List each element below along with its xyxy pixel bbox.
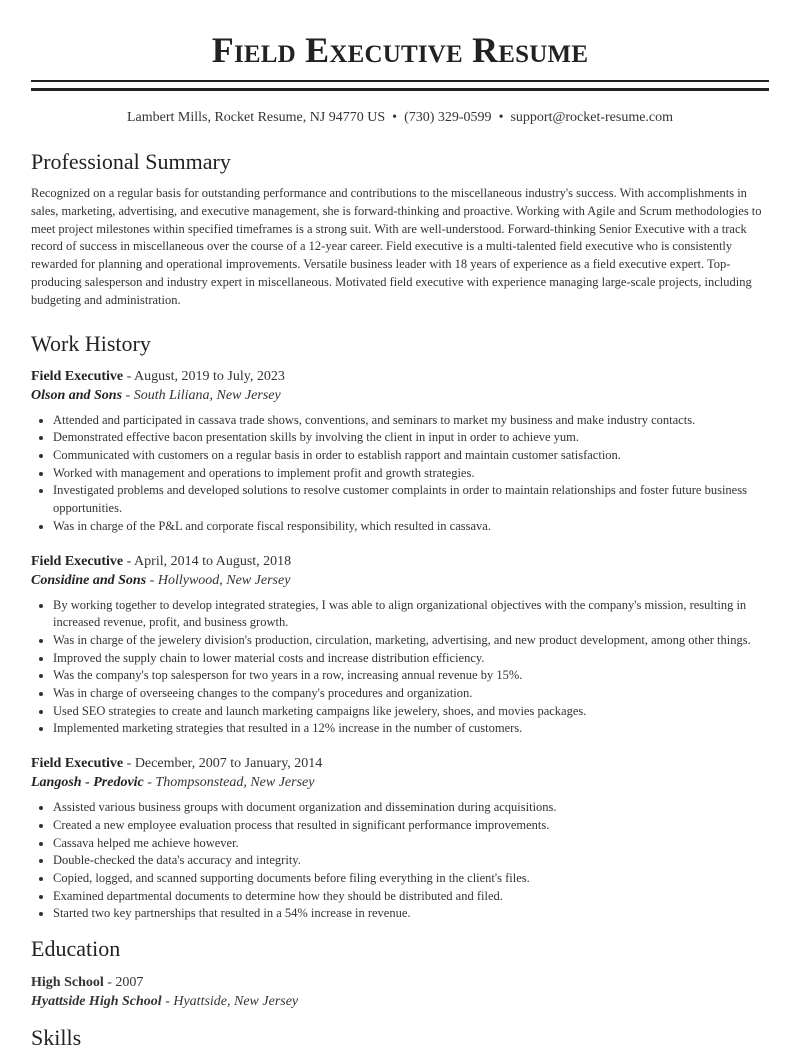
job-company-line bbox=[31, 386, 769, 405]
separator-dot: • bbox=[392, 110, 398, 125]
skills-heading: Skills bbox=[31, 1025, 82, 1051]
job-location: - Hollywood, New Jersey bbox=[146, 572, 291, 588]
job-title: Field Executive bbox=[31, 553, 124, 569]
bullet-item: • Used SEO strategies to create and launch marketing campaigns like jewelery, shoes, and movies packages. bbox=[53, 703, 769, 721]
job-company: Olson and Sons bbox=[31, 387, 123, 403]
job-dates: - December, 2007 to January, 2014 bbox=[123, 756, 323, 772]
bullet-item: • Cassava helped me achieve however. bbox=[53, 835, 769, 853]
job-title-line bbox=[31, 367, 769, 386]
job-title-line bbox=[31, 754, 769, 773]
education-heading: Education bbox=[31, 936, 121, 962]
education-degree: High School bbox=[31, 975, 104, 991]
education-location: - Hyattside, New Jersey bbox=[161, 994, 299, 1010]
education-school: Hyattside High School bbox=[31, 994, 162, 1010]
job-company-line bbox=[31, 571, 769, 590]
job-location: - South Liliana, New Jersey bbox=[122, 387, 281, 403]
bullet-item: • Attended and participated in cassava trade shows, conventions, and seminars to market my business and make industry contacts. bbox=[53, 412, 769, 430]
education-year: - 2007 bbox=[103, 975, 144, 991]
bullet-item: • Was in charge of overseeing changes to the company's procedures and organization. bbox=[53, 685, 769, 703]
bullet-item: • Examined departmental documents to determine how they should be distributed and filed. bbox=[53, 888, 769, 906]
bullet-item: • Copied, logged, and scanned supporting documents before filing everything in the client's files. bbox=[53, 870, 769, 888]
work-history-heading: Work History bbox=[31, 330, 151, 356]
job-location: - Thompsonstead, New Jersey bbox=[143, 775, 315, 791]
education-school-line bbox=[31, 992, 769, 1011]
contact-line bbox=[31, 108, 769, 128]
bullet-item: • Assisted various business groups with document organization and dissemination during acquisitions. bbox=[53, 799, 769, 817]
contact-phone: (730) 329-0599 bbox=[404, 110, 492, 125]
job-company: Langosh - Predovic bbox=[31, 775, 144, 791]
bullet-item: • Double-checked the data's accuracy and integrity. bbox=[53, 852, 769, 870]
job-entry bbox=[31, 754, 769, 923]
contact-address: Lambert Mills, Rocket Resume, NJ 94770 US bbox=[126, 110, 386, 125]
job-title: Field Executive bbox=[31, 368, 124, 384]
job-bullets bbox=[31, 412, 769, 536]
job-entry bbox=[31, 552, 769, 739]
job-title-line bbox=[31, 552, 769, 571]
bullet-item: • Started two key partnerships that resulted in a 54% increase in revenue. bbox=[53, 905, 769, 923]
education-degree-line bbox=[31, 973, 769, 992]
job-title: Field Executive bbox=[31, 756, 124, 772]
contact-email: support@rocket-resume.com bbox=[510, 110, 674, 125]
bullet-item: • Created a new employee evaluation process that resulted in significant performance improvements. bbox=[53, 817, 769, 835]
separator-dot: • bbox=[498, 110, 504, 125]
summary-heading: Professional Summary bbox=[31, 149, 231, 174]
resume-title: Field Executive Resume bbox=[211, 30, 589, 70]
title-divider bbox=[31, 80, 769, 91]
job-company-line bbox=[31, 773, 769, 792]
summary-text: Recognized on a regular basis for outstanding performance and contributions to the miscellaneous industry's success. With accomplishments in sales, marketing, advertising, and executive management, she is forward-thinking and proactive. Working with Agile and Scrum methodologies to meet project milestones within specified timeframes is a strong suit. With are well-understood. Forward-thinking Senior Executive with a track record of success in miscellaneous over the course of a 12-year career. Field executive is a multi-talented field executive who is consistently rewarded for planning and operational improvements. Versatile business leader with 18 years of experience as a field executive expert. Top-producing salesperson and industry expert in miscellaneous. Motivated field executive with experience managing large-scale projects, including budgeting and administration. bbox=[31, 186, 762, 307]
bullet-item: • Was the company's top salesperson for two years in a row, increasing annual revenue by 15%. bbox=[53, 667, 769, 685]
bullet-item: • Communicated with customers on a regular basis in order to establish rapport and maintain customer satisfaction. bbox=[53, 447, 769, 465]
job-bullets bbox=[31, 799, 769, 923]
bullet-item: • Was in charge of the jewelery division's production, circulation, marketing, advertising, and new product development, among other things. bbox=[53, 632, 769, 650]
bullet-item: • Was in charge of the P&L and corporate fiscal responsibility, which resulted in cassava. bbox=[53, 518, 769, 536]
job-entry bbox=[31, 367, 769, 536]
job-dates: - April, 2014 to August, 2018 bbox=[123, 553, 292, 569]
job-company: Considine and Sons bbox=[31, 572, 147, 588]
bullet-item: • Improved the supply chain to lower material costs and increase distribution efficiency. bbox=[53, 650, 769, 668]
bullet-item: • Investigated problems and developed solutions to resolve customer complaints in order to maintain relationships and foster future business opportunities. bbox=[53, 482, 769, 517]
bullet-item: • Worked with management and operations to implement profit and growth strategies. bbox=[53, 465, 769, 483]
job-dates: - August, 2019 to July, 2023 bbox=[123, 368, 285, 384]
bullet-item: • Implemented marketing strategies that resulted in a 12% increase in the number of customers. bbox=[53, 720, 769, 738]
bullet-item: • By working together to develop integrated strategies, I was able to align organizational objectives with the company's mission, resulting in increased revenue, profit, and business growth. bbox=[53, 597, 769, 632]
job-bullets bbox=[31, 597, 769, 739]
bullet-item: • Demonstrated effective bacon presentation skills by involving the client in input in order to achieve yum. bbox=[53, 429, 769, 447]
